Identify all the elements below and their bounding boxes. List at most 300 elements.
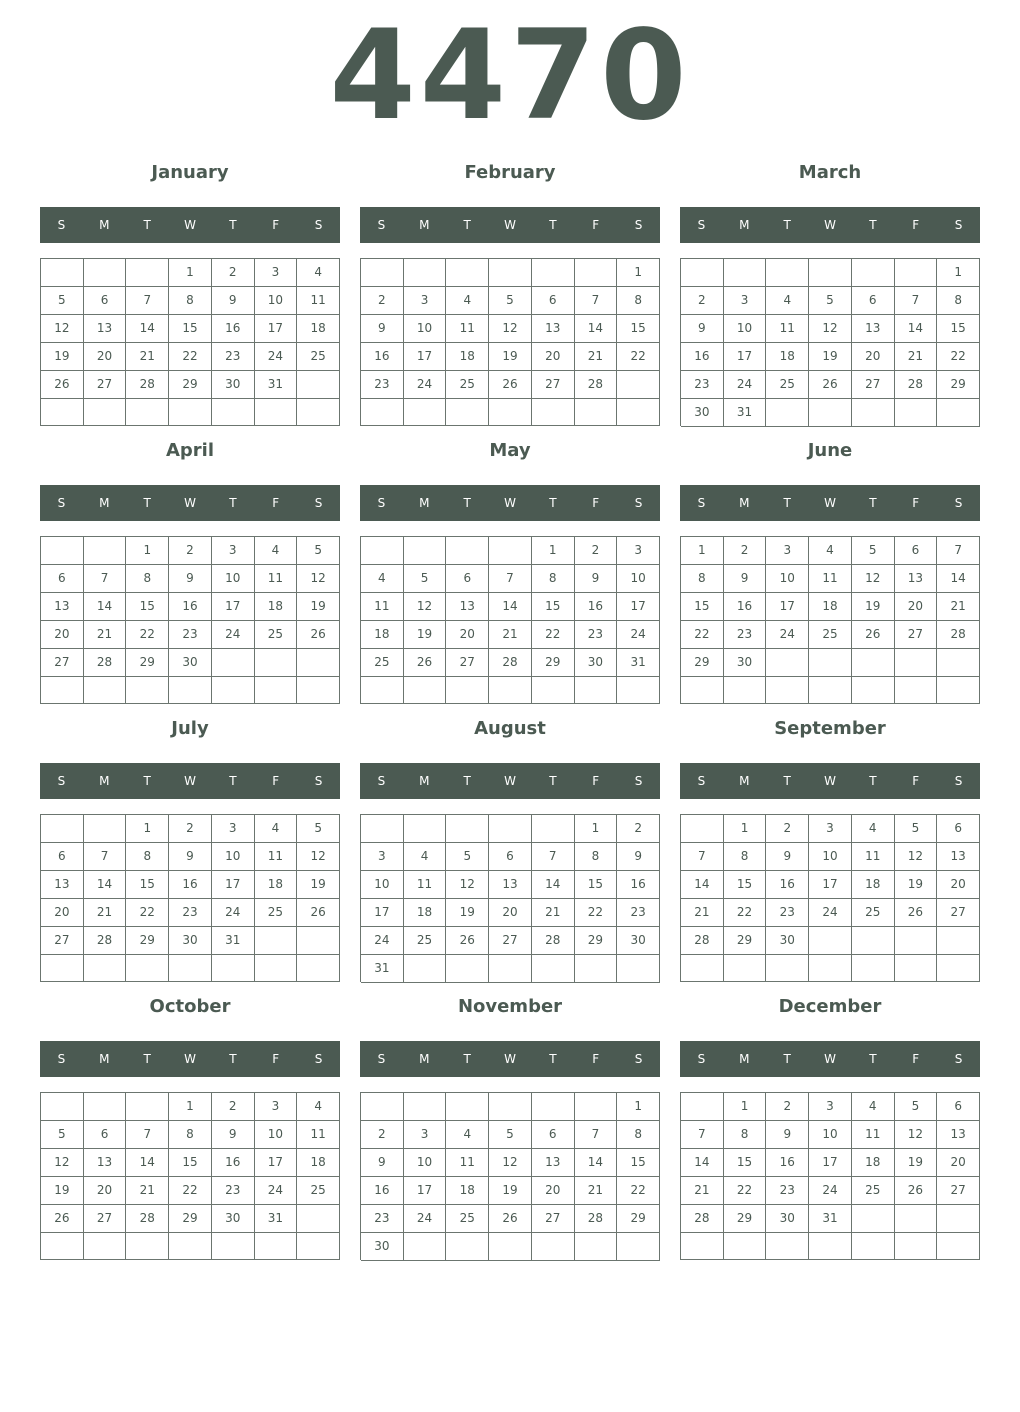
- day-cell[interactable]: 2: [212, 1093, 255, 1121]
- day-cell[interactable]: 16: [766, 1149, 809, 1177]
- day-cell[interactable]: 17: [255, 1149, 298, 1177]
- day-cell[interactable]: 31: [255, 371, 298, 399]
- day-cell[interactable]: 25: [404, 927, 447, 955]
- day-cell[interactable]: 31: [724, 399, 767, 427]
- day-cell[interactable]: 27: [532, 1205, 575, 1233]
- day-cell[interactable]: 3: [724, 287, 767, 315]
- day-cell[interactable]: 26: [404, 649, 447, 677]
- day-cell[interactable]: 19: [297, 593, 340, 621]
- day-cell[interactable]: 22: [724, 899, 767, 927]
- day-cell[interactable]: 5: [297, 815, 340, 843]
- day-cell[interactable]: 9: [617, 843, 660, 871]
- day-cell[interactable]: 2: [766, 1093, 809, 1121]
- day-cell[interactable]: 15: [169, 315, 212, 343]
- day-cell[interactable]: 24: [212, 899, 255, 927]
- day-cell[interactable]: 17: [361, 899, 404, 927]
- day-cell[interactable]: 30: [212, 371, 255, 399]
- day-cell[interactable]: 25: [852, 1177, 895, 1205]
- day-cell[interactable]: 30: [766, 1205, 809, 1233]
- day-cell[interactable]: 18: [404, 899, 447, 927]
- day-cell[interactable]: 23: [169, 899, 212, 927]
- day-cell[interactable]: 4: [446, 1121, 489, 1149]
- day-cell[interactable]: 8: [681, 565, 724, 593]
- day-cell[interactable]: 5: [489, 287, 532, 315]
- day-cell[interactable]: 5: [41, 287, 84, 315]
- day-cell[interactable]: 29: [617, 1205, 660, 1233]
- day-cell[interactable]: 13: [84, 315, 127, 343]
- day-cell[interactable]: 13: [852, 315, 895, 343]
- day-cell[interactable]: 9: [575, 565, 618, 593]
- day-cell[interactable]: 16: [361, 1177, 404, 1205]
- day-cell[interactable]: 26: [489, 1205, 532, 1233]
- day-cell[interactable]: 12: [489, 1149, 532, 1177]
- day-cell[interactable]: 15: [724, 871, 767, 899]
- day-cell[interactable]: 27: [532, 371, 575, 399]
- day-cell[interactable]: 20: [937, 1149, 980, 1177]
- day-cell[interactable]: 4: [255, 815, 298, 843]
- day-cell[interactable]: 18: [255, 593, 298, 621]
- day-cell[interactable]: 5: [895, 815, 938, 843]
- day-cell[interactable]: 16: [361, 343, 404, 371]
- day-cell[interactable]: 26: [852, 621, 895, 649]
- day-cell[interactable]: 24: [255, 343, 298, 371]
- day-cell[interactable]: 24: [404, 1205, 447, 1233]
- day-cell[interactable]: 11: [361, 593, 404, 621]
- day-cell[interactable]: 4: [255, 537, 298, 565]
- day-cell[interactable]: 7: [681, 1121, 724, 1149]
- day-cell[interactable]: 4: [852, 1093, 895, 1121]
- day-cell[interactable]: 13: [446, 593, 489, 621]
- day-cell[interactable]: 15: [575, 871, 618, 899]
- day-cell[interactable]: 13: [41, 871, 84, 899]
- day-cell[interactable]: 16: [617, 871, 660, 899]
- day-cell[interactable]: 28: [84, 927, 127, 955]
- day-cell[interactable]: 11: [446, 1149, 489, 1177]
- day-cell[interactable]: 24: [617, 621, 660, 649]
- day-cell[interactable]: 18: [852, 1149, 895, 1177]
- day-cell[interactable]: 2: [681, 287, 724, 315]
- day-cell[interactable]: 14: [575, 315, 618, 343]
- day-cell[interactable]: 25: [446, 1205, 489, 1233]
- day-cell[interactable]: 12: [895, 1121, 938, 1149]
- day-cell[interactable]: 21: [532, 899, 575, 927]
- day-cell[interactable]: 13: [41, 593, 84, 621]
- day-cell[interactable]: 21: [126, 1177, 169, 1205]
- day-cell[interactable]: 3: [404, 1121, 447, 1149]
- day-cell[interactable]: 8: [724, 1121, 767, 1149]
- day-cell[interactable]: 16: [681, 343, 724, 371]
- day-cell[interactable]: 14: [681, 871, 724, 899]
- day-cell[interactable]: 28: [84, 649, 127, 677]
- day-cell[interactable]: 17: [809, 871, 852, 899]
- day-cell[interactable]: 15: [937, 315, 980, 343]
- day-cell[interactable]: 11: [404, 871, 447, 899]
- day-cell[interactable]: 13: [937, 1121, 980, 1149]
- day-cell[interactable]: 31: [212, 927, 255, 955]
- day-cell[interactable]: 5: [404, 565, 447, 593]
- day-cell[interactable]: 6: [532, 287, 575, 315]
- day-cell[interactable]: 30: [766, 927, 809, 955]
- day-cell[interactable]: 29: [532, 649, 575, 677]
- day-cell[interactable]: 21: [895, 343, 938, 371]
- day-cell[interactable]: 10: [617, 565, 660, 593]
- day-cell[interactable]: 11: [852, 1121, 895, 1149]
- day-cell[interactable]: 12: [404, 593, 447, 621]
- day-cell[interactable]: 25: [809, 621, 852, 649]
- day-cell[interactable]: 4: [809, 537, 852, 565]
- day-cell[interactable]: 1: [169, 1093, 212, 1121]
- day-cell[interactable]: 18: [446, 343, 489, 371]
- day-cell[interactable]: 19: [489, 343, 532, 371]
- day-cell[interactable]: 9: [766, 1121, 809, 1149]
- day-cell[interactable]: 26: [489, 371, 532, 399]
- day-cell[interactable]: 6: [895, 537, 938, 565]
- day-cell[interactable]: 7: [681, 843, 724, 871]
- day-cell[interactable]: 19: [852, 593, 895, 621]
- day-cell[interactable]: 15: [724, 1149, 767, 1177]
- day-cell[interactable]: 8: [532, 565, 575, 593]
- day-cell[interactable]: 12: [489, 315, 532, 343]
- day-cell[interactable]: 1: [724, 1093, 767, 1121]
- day-cell[interactable]: 6: [489, 843, 532, 871]
- day-cell[interactable]: 16: [724, 593, 767, 621]
- day-cell[interactable]: 19: [895, 871, 938, 899]
- day-cell[interactable]: 10: [766, 565, 809, 593]
- day-cell[interactable]: 20: [532, 1177, 575, 1205]
- day-cell[interactable]: 10: [212, 565, 255, 593]
- day-cell[interactable]: 26: [297, 621, 340, 649]
- day-cell[interactable]: 24: [404, 371, 447, 399]
- day-cell[interactable]: 12: [41, 315, 84, 343]
- day-cell[interactable]: 16: [766, 871, 809, 899]
- day-cell[interactable]: 7: [126, 287, 169, 315]
- day-cell[interactable]: 12: [895, 843, 938, 871]
- day-cell[interactable]: 21: [681, 899, 724, 927]
- day-cell[interactable]: 27: [852, 371, 895, 399]
- day-cell[interactable]: 7: [84, 843, 127, 871]
- day-cell[interactable]: 29: [937, 371, 980, 399]
- day-cell[interactable]: 23: [724, 621, 767, 649]
- day-cell[interactable]: 5: [489, 1121, 532, 1149]
- day-cell[interactable]: 14: [126, 315, 169, 343]
- day-cell[interactable]: 19: [446, 899, 489, 927]
- day-cell[interactable]: 18: [852, 871, 895, 899]
- day-cell[interactable]: 26: [895, 1177, 938, 1205]
- day-cell[interactable]: 23: [212, 1177, 255, 1205]
- day-cell[interactable]: 1: [126, 537, 169, 565]
- day-cell[interactable]: 16: [169, 871, 212, 899]
- day-cell[interactable]: 9: [361, 1149, 404, 1177]
- day-cell[interactable]: 19: [404, 621, 447, 649]
- day-cell[interactable]: 11: [852, 843, 895, 871]
- day-cell[interactable]: 18: [809, 593, 852, 621]
- day-cell[interactable]: 4: [852, 815, 895, 843]
- day-cell[interactable]: 28: [126, 371, 169, 399]
- day-cell[interactable]: 31: [255, 1205, 298, 1233]
- day-cell[interactable]: 31: [809, 1205, 852, 1233]
- day-cell[interactable]: 22: [169, 1177, 212, 1205]
- day-cell[interactable]: 17: [766, 593, 809, 621]
- day-cell[interactable]: 14: [84, 871, 127, 899]
- day-cell[interactable]: 15: [126, 593, 169, 621]
- day-cell[interactable]: 2: [361, 1121, 404, 1149]
- day-cell[interactable]: 2: [617, 815, 660, 843]
- day-cell[interactable]: 1: [724, 815, 767, 843]
- day-cell[interactable]: 2: [169, 537, 212, 565]
- day-cell[interactable]: 8: [169, 1121, 212, 1149]
- day-cell[interactable]: 19: [297, 871, 340, 899]
- day-cell[interactable]: 24: [724, 371, 767, 399]
- day-cell[interactable]: 30: [169, 649, 212, 677]
- day-cell[interactable]: 27: [937, 899, 980, 927]
- day-cell[interactable]: 20: [937, 871, 980, 899]
- day-cell[interactable]: 18: [446, 1177, 489, 1205]
- day-cell[interactable]: 20: [489, 899, 532, 927]
- day-cell[interactable]: 1: [126, 815, 169, 843]
- day-cell[interactable]: 23: [575, 621, 618, 649]
- day-cell[interactable]: 17: [212, 593, 255, 621]
- day-cell[interactable]: 17: [724, 343, 767, 371]
- day-cell[interactable]: 5: [297, 537, 340, 565]
- day-cell[interactable]: 2: [212, 259, 255, 287]
- day-cell[interactable]: 7: [895, 287, 938, 315]
- day-cell[interactable]: 10: [404, 1149, 447, 1177]
- day-cell[interactable]: 21: [575, 1177, 618, 1205]
- day-cell[interactable]: 21: [126, 343, 169, 371]
- day-cell[interactable]: 21: [937, 593, 980, 621]
- day-cell[interactable]: 29: [126, 927, 169, 955]
- day-cell[interactable]: 6: [937, 815, 980, 843]
- day-cell[interactable]: 20: [446, 621, 489, 649]
- day-cell[interactable]: 22: [126, 621, 169, 649]
- day-cell[interactable]: 28: [681, 927, 724, 955]
- day-cell[interactable]: 1: [617, 1093, 660, 1121]
- day-cell[interactable]: 29: [169, 1205, 212, 1233]
- day-cell[interactable]: 11: [255, 843, 298, 871]
- day-cell[interactable]: 15: [532, 593, 575, 621]
- day-cell[interactable]: 24: [255, 1177, 298, 1205]
- day-cell[interactable]: 7: [937, 537, 980, 565]
- day-cell[interactable]: 8: [617, 1121, 660, 1149]
- day-cell[interactable]: 19: [809, 343, 852, 371]
- day-cell[interactable]: 5: [809, 287, 852, 315]
- day-cell[interactable]: 18: [361, 621, 404, 649]
- day-cell[interactable]: 17: [404, 1177, 447, 1205]
- day-cell[interactable]: 21: [489, 621, 532, 649]
- day-cell[interactable]: 17: [404, 343, 447, 371]
- day-cell[interactable]: 14: [489, 593, 532, 621]
- day-cell[interactable]: 27: [41, 649, 84, 677]
- day-cell[interactable]: 28: [532, 927, 575, 955]
- day-cell[interactable]: 31: [617, 649, 660, 677]
- day-cell[interactable]: 28: [895, 371, 938, 399]
- day-cell[interactable]: 13: [532, 1149, 575, 1177]
- day-cell[interactable]: 20: [852, 343, 895, 371]
- day-cell[interactable]: 22: [169, 343, 212, 371]
- day-cell[interactable]: 12: [852, 565, 895, 593]
- day-cell[interactable]: 25: [446, 371, 489, 399]
- day-cell[interactable]: 6: [446, 565, 489, 593]
- day-cell[interactable]: 21: [575, 343, 618, 371]
- day-cell[interactable]: 9: [681, 315, 724, 343]
- day-cell[interactable]: 7: [575, 1121, 618, 1149]
- day-cell[interactable]: 3: [809, 1093, 852, 1121]
- day-cell[interactable]: 27: [41, 927, 84, 955]
- day-cell[interactable]: 28: [937, 621, 980, 649]
- day-cell[interactable]: 21: [681, 1177, 724, 1205]
- day-cell[interactable]: 26: [297, 899, 340, 927]
- day-cell[interactable]: 9: [212, 1121, 255, 1149]
- day-cell[interactable]: 30: [169, 927, 212, 955]
- day-cell[interactable]: 30: [212, 1205, 255, 1233]
- day-cell[interactable]: 8: [126, 843, 169, 871]
- day-cell[interactable]: 1: [937, 259, 980, 287]
- day-cell[interactable]: 10: [809, 843, 852, 871]
- day-cell[interactable]: 6: [84, 287, 127, 315]
- day-cell[interactable]: 4: [446, 287, 489, 315]
- day-cell[interactable]: 8: [169, 287, 212, 315]
- day-cell[interactable]: 12: [297, 565, 340, 593]
- day-cell[interactable]: 25: [255, 621, 298, 649]
- day-cell[interactable]: 22: [724, 1177, 767, 1205]
- day-cell[interactable]: 20: [41, 899, 84, 927]
- day-cell[interactable]: 15: [681, 593, 724, 621]
- day-cell[interactable]: 4: [404, 843, 447, 871]
- day-cell[interactable]: 20: [84, 343, 127, 371]
- day-cell[interactable]: 31: [361, 955, 404, 983]
- day-cell[interactable]: 19: [895, 1149, 938, 1177]
- day-cell[interactable]: 22: [126, 899, 169, 927]
- day-cell[interactable]: 27: [937, 1177, 980, 1205]
- day-cell[interactable]: 10: [404, 315, 447, 343]
- day-cell[interactable]: 15: [169, 1149, 212, 1177]
- day-cell[interactable]: 5: [446, 843, 489, 871]
- day-cell[interactable]: 24: [361, 927, 404, 955]
- day-cell[interactable]: 22: [937, 343, 980, 371]
- day-cell[interactable]: 17: [617, 593, 660, 621]
- day-cell[interactable]: 12: [297, 843, 340, 871]
- day-cell[interactable]: 9: [724, 565, 767, 593]
- day-cell[interactable]: 9: [169, 565, 212, 593]
- day-cell[interactable]: 23: [361, 1205, 404, 1233]
- day-cell[interactable]: 24: [212, 621, 255, 649]
- day-cell[interactable]: 1: [575, 815, 618, 843]
- day-cell[interactable]: 30: [617, 927, 660, 955]
- day-cell[interactable]: 18: [766, 343, 809, 371]
- day-cell[interactable]: 3: [809, 815, 852, 843]
- day-cell[interactable]: 26: [41, 371, 84, 399]
- day-cell[interactable]: 8: [126, 565, 169, 593]
- day-cell[interactable]: 15: [617, 315, 660, 343]
- day-cell[interactable]: 6: [84, 1121, 127, 1149]
- day-cell[interactable]: 29: [681, 649, 724, 677]
- day-cell[interactable]: 19: [41, 1177, 84, 1205]
- day-cell[interactable]: 25: [297, 343, 340, 371]
- day-cell[interactable]: 19: [489, 1177, 532, 1205]
- day-cell[interactable]: 3: [404, 287, 447, 315]
- day-cell[interactable]: 23: [169, 621, 212, 649]
- day-cell[interactable]: 30: [361, 1233, 404, 1261]
- day-cell[interactable]: 3: [766, 537, 809, 565]
- day-cell[interactable]: 16: [169, 593, 212, 621]
- day-cell[interactable]: 14: [84, 593, 127, 621]
- day-cell[interactable]: 11: [255, 565, 298, 593]
- day-cell[interactable]: 1: [169, 259, 212, 287]
- day-cell[interactable]: 18: [255, 871, 298, 899]
- day-cell[interactable]: 2: [169, 815, 212, 843]
- day-cell[interactable]: 22: [681, 621, 724, 649]
- day-cell[interactable]: 7: [532, 843, 575, 871]
- day-cell[interactable]: 14: [937, 565, 980, 593]
- day-cell[interactable]: 27: [489, 927, 532, 955]
- day-cell[interactable]: 22: [532, 621, 575, 649]
- day-cell[interactable]: 14: [126, 1149, 169, 1177]
- day-cell[interactable]: 13: [84, 1149, 127, 1177]
- day-cell[interactable]: 12: [809, 315, 852, 343]
- day-cell[interactable]: 30: [724, 649, 767, 677]
- day-cell[interactable]: 30: [575, 649, 618, 677]
- day-cell[interactable]: 4: [766, 287, 809, 315]
- day-cell[interactable]: 27: [895, 621, 938, 649]
- day-cell[interactable]: 2: [724, 537, 767, 565]
- day-cell[interactable]: 10: [212, 843, 255, 871]
- day-cell[interactable]: 6: [41, 843, 84, 871]
- day-cell[interactable]: 2: [766, 815, 809, 843]
- day-cell[interactable]: 10: [361, 871, 404, 899]
- day-cell[interactable]: 14: [681, 1149, 724, 1177]
- day-cell[interactable]: 28: [575, 1205, 618, 1233]
- day-cell[interactable]: 6: [852, 287, 895, 315]
- day-cell[interactable]: 22: [575, 899, 618, 927]
- day-cell[interactable]: 15: [126, 871, 169, 899]
- day-cell[interactable]: 24: [809, 1177, 852, 1205]
- day-cell[interactable]: 29: [724, 927, 767, 955]
- day-cell[interactable]: 23: [766, 899, 809, 927]
- day-cell[interactable]: 21: [84, 899, 127, 927]
- day-cell[interactable]: 2: [575, 537, 618, 565]
- day-cell[interactable]: 10: [724, 315, 767, 343]
- day-cell[interactable]: 23: [681, 371, 724, 399]
- day-cell[interactable]: 6: [41, 565, 84, 593]
- day-cell[interactable]: 17: [809, 1149, 852, 1177]
- day-cell[interactable]: 1: [617, 259, 660, 287]
- day-cell[interactable]: 26: [41, 1205, 84, 1233]
- day-cell[interactable]: 9: [766, 843, 809, 871]
- day-cell[interactable]: 7: [84, 565, 127, 593]
- day-cell[interactable]: 13: [489, 871, 532, 899]
- day-cell[interactable]: 8: [575, 843, 618, 871]
- day-cell[interactable]: 1: [532, 537, 575, 565]
- day-cell[interactable]: 2: [361, 287, 404, 315]
- day-cell[interactable]: 20: [532, 343, 575, 371]
- day-cell[interactable]: 11: [297, 1121, 340, 1149]
- day-cell[interactable]: 3: [255, 259, 298, 287]
- day-cell[interactable]: 10: [809, 1121, 852, 1149]
- day-cell[interactable]: 11: [297, 287, 340, 315]
- day-cell[interactable]: 23: [212, 343, 255, 371]
- day-cell[interactable]: 7: [489, 565, 532, 593]
- day-cell[interactable]: 11: [446, 315, 489, 343]
- day-cell[interactable]: 11: [809, 565, 852, 593]
- day-cell[interactable]: 26: [809, 371, 852, 399]
- day-cell[interactable]: 12: [41, 1149, 84, 1177]
- day-cell[interactable]: 16: [575, 593, 618, 621]
- day-cell[interactable]: 20: [895, 593, 938, 621]
- day-cell[interactable]: 14: [575, 1149, 618, 1177]
- day-cell[interactable]: 26: [446, 927, 489, 955]
- day-cell[interactable]: 24: [766, 621, 809, 649]
- day-cell[interactable]: 18: [297, 1149, 340, 1177]
